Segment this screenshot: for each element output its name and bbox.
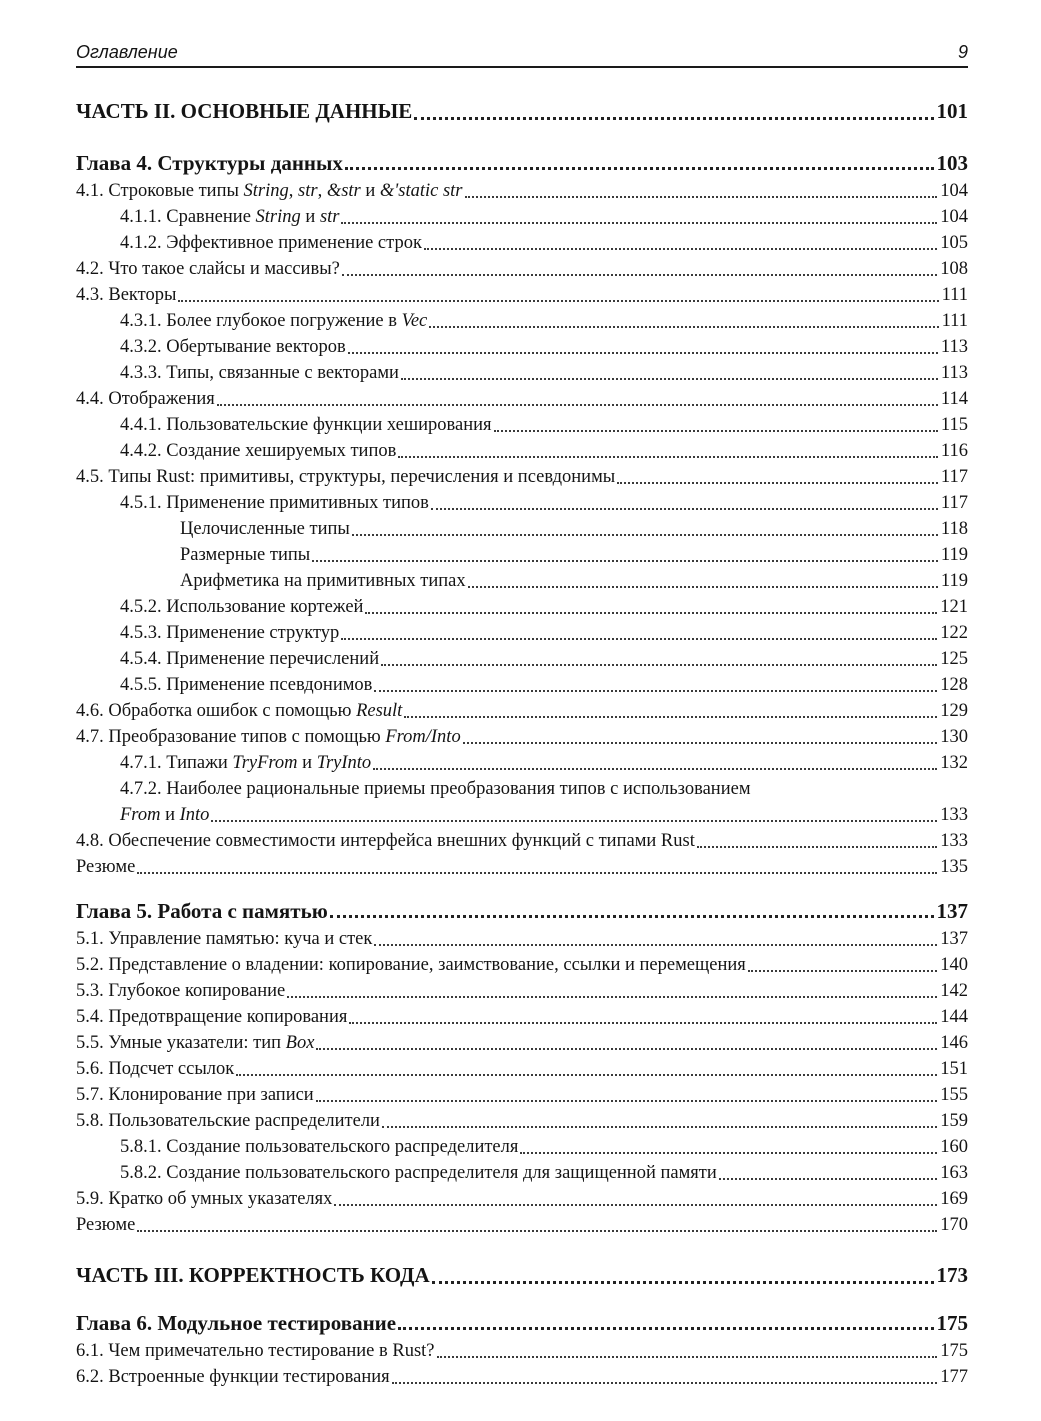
toc-part-entry[interactable] (76, 1258, 968, 1292)
dot-leader (217, 403, 938, 406)
toc-section-entry[interactable] (76, 1004, 968, 1030)
toc-entry-title: 5.2. Представление о владении: копирование, заимствование, ссылки и перемещения (76, 955, 746, 975)
header-title: Оглавление (76, 42, 178, 62)
dot-leader (719, 1177, 937, 1180)
toc-entry-title: 4.6. Обработка ошибок с помощью Result (76, 701, 403, 721)
toc-page-number: 133 (940, 831, 968, 851)
toc-page-number: 128 (940, 675, 968, 695)
toc-chapter-entry[interactable] (76, 148, 968, 178)
toc-section-entry[interactable] (76, 1364, 968, 1390)
toc-entry-title: Глава 5. Работа с памятью (76, 899, 328, 923)
toc-entry-title: 6.2. Встроенные функции тестирования (76, 1367, 390, 1387)
toc-chapter-entry[interactable] (76, 896, 968, 926)
toc-entry-title: Глава 4. Структуры данных (76, 151, 343, 175)
toc-entry-title: 4.7.1. Типажи TryFrom и TryInto (120, 753, 372, 773)
toc-section-entry[interactable] (76, 1212, 968, 1238)
toc-page-number: 119 (940, 545, 968, 565)
toc-section-entry[interactable] (76, 724, 968, 750)
toc-entry-title: From и Into (120, 805, 210, 825)
dot-leader (465, 195, 938, 198)
toc-page-number: 173 (936, 1263, 968, 1287)
toc-entry-title: 5.6. Подсчет ссылок (76, 1059, 235, 1079)
toc-entry-title: 4.3.1. Более глубокое погружение в Vec (120, 311, 428, 331)
dot-leader (437, 1355, 938, 1358)
toc-section-entry[interactable] (76, 828, 968, 854)
toc-subsection-entry[interactable] (76, 412, 968, 438)
toc-page-number: 132 (940, 753, 968, 773)
toc-entry-title: 5.8. Пользовательские распределители (76, 1111, 380, 1131)
dot-leader (424, 247, 937, 250)
toc-section-entry[interactable] (76, 256, 968, 282)
toc-subsection-entry[interactable] (76, 594, 968, 620)
dot-leader (365, 611, 937, 614)
toc-entry-title: 5.5. Умные указатели: тип Box (76, 1033, 315, 1053)
toc-entry-title: Арифметика на примитивных типах (180, 571, 466, 591)
toc-page-number: 104 (940, 181, 968, 201)
toc-section-entry[interactable] (76, 1082, 968, 1108)
dot-leader (617, 481, 938, 484)
toc-subsection-entry[interactable] (76, 490, 968, 516)
toc-subsection-entry[interactable] (76, 750, 968, 776)
toc-entry-title: 4.3.2. Обертывание векторов (120, 337, 346, 357)
toc-entry-title: 4.4.2. Создание хешируемых типов (120, 441, 397, 461)
toc-page-number: 114 (940, 389, 968, 409)
dot-leader (748, 969, 937, 972)
dot-leader (348, 351, 938, 354)
toc-page-number: 169 (940, 1189, 968, 1209)
toc-page-number: 113 (940, 337, 968, 357)
dot-leader (374, 689, 937, 692)
toc-subsection-entry[interactable] (76, 204, 968, 230)
toc-entry-title: 4.2. Что такое слайсы и массивы? (76, 259, 340, 279)
toc-page-number: 160 (940, 1137, 968, 1157)
toc-page-number: 129 (940, 701, 968, 721)
toc-entry-title: 5.4. Предотвращение копирования (76, 1007, 348, 1027)
toc-subsection-entry-line1[interactable]: 4.7.2. Наиболее рациональные приемы преобразования типов с использованием (120, 779, 751, 799)
toc-page-number: 159 (940, 1111, 968, 1131)
toc-entry-title: ЧАСТЬ III. КОРРЕКТНОСТЬ КОДА (76, 1263, 430, 1287)
toc-subsection-entry[interactable] (76, 1134, 968, 1160)
toc-subsection-entry[interactable] (76, 438, 968, 464)
toc-entry-title: 4.3.3. Типы, связанные с векторами (120, 363, 399, 383)
toc-section-entry[interactable] (76, 1056, 968, 1082)
toc-section-entry[interactable] (76, 926, 968, 952)
toc-page-number: 115 (940, 415, 968, 435)
toc-section-entry[interactable] (76, 952, 968, 978)
toc-entry-title: 4.8. Обеспечение совместимости интерфейса внешних функций с типами Rust (76, 831, 695, 851)
dot-leader (352, 533, 938, 536)
dot-leader (429, 325, 938, 328)
toc-section-entry[interactable] (76, 1030, 968, 1056)
toc-page-number: 125 (940, 649, 968, 669)
dot-leader (398, 455, 938, 458)
toc-entry-title: 4.5.1. Применение примитивных типов (120, 493, 429, 513)
toc-part-entry[interactable] (76, 94, 968, 128)
dot-leader (137, 1229, 937, 1232)
toc-page-number: 130 (940, 727, 968, 747)
dot-leader (398, 1326, 933, 1330)
toc-entry-title: 4.1.2. Эффективное применение строк (120, 233, 422, 253)
toc-subsection-entry[interactable] (76, 308, 968, 334)
toc-page-number: 155 (940, 1085, 968, 1105)
toc-section-entry[interactable] (76, 386, 968, 412)
toc-entry-title: 4.7. Преобразование типов с помощью From/Into (76, 727, 461, 747)
toc-entry-title: 4.5.4. Применение перечислений (120, 649, 380, 669)
dot-leader (211, 819, 937, 822)
toc-chapter-entry[interactable] (76, 1308, 968, 1338)
toc-page-number: 116 (940, 441, 968, 461)
toc-section-entry[interactable] (76, 1108, 968, 1134)
toc-page-number: 175 (936, 1311, 968, 1335)
toc-topic-entry[interactable] (76, 568, 968, 594)
toc-entry-title: 4.4.1. Пользовательские функции хеширования (120, 415, 492, 435)
toc-entry-title: 5.3. Глубокое копирование (76, 981, 286, 1001)
toc-section-entry[interactable] (76, 282, 968, 308)
dot-leader (401, 377, 938, 380)
toc-entry-title: 4.3. Векторы (76, 285, 177, 305)
toc-subsection-entry[interactable] (76, 230, 968, 256)
toc-subsection-entry[interactable] (76, 620, 968, 646)
toc-entry-title: 4.1.1. Сравнение String и str (120, 207, 340, 227)
toc-entry-title: 4.5.2. Использование кортежей (120, 597, 364, 617)
toc-entry-title: Целочисленные типы (180, 519, 350, 539)
toc-subsection-entry[interactable] (76, 672, 968, 698)
dot-leader (414, 116, 933, 120)
toc-section-entry[interactable] (76, 854, 968, 880)
dot-leader (404, 715, 937, 718)
dot-leader (431, 507, 938, 510)
toc-entry-title: 4.4. Отображения (76, 389, 215, 409)
running-header (76, 42, 968, 68)
toc-page-number: 119 (940, 571, 968, 591)
toc-page-number: 175 (940, 1341, 968, 1361)
toc-section-entry[interactable] (76, 178, 968, 204)
toc-entry-title: 5.1. Управление памятью: куча и стек (76, 929, 373, 949)
toc-page-number: 122 (940, 623, 968, 643)
toc-entry-title: Глава 6. Модульное тестирование (76, 1311, 397, 1335)
toc-entry-title: ЧАСТЬ II. ОСНОВНЫЕ ДАННЫЕ (76, 99, 413, 123)
dot-leader (382, 1125, 937, 1128)
toc-page-number: 135 (940, 857, 968, 877)
toc-page-number: 113 (940, 363, 968, 383)
dot-leader (345, 166, 934, 170)
table-of-contents (76, 94, 968, 1390)
toc-page-number: 111 (941, 285, 968, 305)
toc-section-entry[interactable] (76, 1338, 968, 1364)
toc-entry-title: 5.7. Клонирование при записи (76, 1085, 314, 1105)
dot-leader (137, 871, 937, 874)
dot-leader (342, 273, 937, 276)
dot-leader (463, 741, 938, 744)
dot-leader (494, 429, 938, 432)
toc-entry-title: Размерные типы (180, 545, 311, 565)
toc-entry-title: 4.5.5. Применение псевдонимов (120, 675, 373, 695)
toc-page-number: 105 (940, 233, 968, 253)
dot-leader (316, 1047, 937, 1050)
toc-page-number: 137 (940, 929, 968, 949)
toc-page-number: 170 (940, 1215, 968, 1235)
dot-leader (287, 995, 937, 998)
dot-leader (334, 1203, 937, 1206)
toc-page-number: 146 (940, 1033, 968, 1053)
toc-subsection-entry[interactable] (76, 1160, 968, 1186)
toc-entry-title: 4.5. Типы Rust: примитивы, структуры, перечисления и псевдонимы (76, 467, 616, 487)
toc-page-number: 104 (940, 207, 968, 227)
dot-leader (373, 767, 937, 770)
dot-leader (349, 1021, 937, 1024)
toc-section-entry[interactable] (76, 1186, 968, 1212)
toc-entry-title: 6.1. Чем примечательно тестирование в Rust? (76, 1341, 435, 1361)
toc-page-number: 151 (940, 1059, 968, 1079)
toc-subsection-entry-line2[interactable] (76, 802, 968, 828)
dot-leader (392, 1381, 938, 1384)
toc-page-number: 133 (940, 805, 968, 825)
dot-leader (432, 1280, 934, 1284)
toc-page-number: 163 (940, 1163, 968, 1183)
toc-page-number: 101 (936, 99, 968, 123)
toc-page-number: 137 (936, 899, 968, 923)
toc-page-number: 117 (940, 493, 968, 513)
toc-entry-title: 5.9. Кратко об умных указателях (76, 1189, 333, 1209)
toc-entry-title: Резюме (76, 857, 136, 877)
dot-leader (236, 1073, 937, 1076)
toc-entry-title: 4.1. Строковые типы String, str, &str и &'static str (76, 181, 463, 201)
toc-section-entry[interactable] (76, 698, 968, 724)
toc-topic-entry[interactable] (76, 542, 968, 568)
toc-page-number: 144 (940, 1007, 968, 1027)
toc-page-number: 177 (940, 1367, 968, 1387)
toc-subsection-entry[interactable] (76, 360, 968, 386)
dot-leader (178, 299, 938, 302)
toc-page-number: 103 (936, 151, 968, 175)
dot-leader (374, 943, 937, 946)
dot-leader (520, 1151, 937, 1154)
toc-page-number: 118 (940, 519, 968, 539)
dot-leader (316, 1099, 938, 1102)
dot-leader (468, 585, 938, 588)
toc-page-number: 142 (940, 981, 968, 1001)
toc-topic-entry[interactable] (76, 516, 968, 542)
toc-subsection-entry[interactable] (76, 646, 968, 672)
dot-leader (381, 663, 937, 666)
header-page-number: 9 (957, 42, 968, 62)
toc-section-entry[interactable] (76, 464, 968, 490)
dot-leader (341, 637, 937, 640)
dot-leader (697, 845, 937, 848)
toc-subsection-entry[interactable] (76, 334, 968, 360)
dot-leader (312, 559, 938, 562)
toc-page-number: 140 (940, 955, 968, 975)
dot-leader (330, 914, 934, 918)
toc-section-entry[interactable] (76, 978, 968, 1004)
toc-entry-title: 5.8.2. Создание пользовательского распределителя для защищенной памяти (120, 1163, 717, 1183)
toc-page-number: 121 (940, 597, 968, 617)
toc-page-number: 108 (940, 259, 968, 279)
toc-entry-title: 5.8.1. Создание пользовательского распределителя (120, 1137, 519, 1157)
toc-entry-title: 4.5.3. Применение структур (120, 623, 340, 643)
toc-page-number: 117 (940, 467, 968, 487)
toc-entry-title: Резюме (76, 1215, 136, 1235)
dot-leader (341, 221, 937, 224)
toc-page-number: 111 (941, 311, 968, 331)
